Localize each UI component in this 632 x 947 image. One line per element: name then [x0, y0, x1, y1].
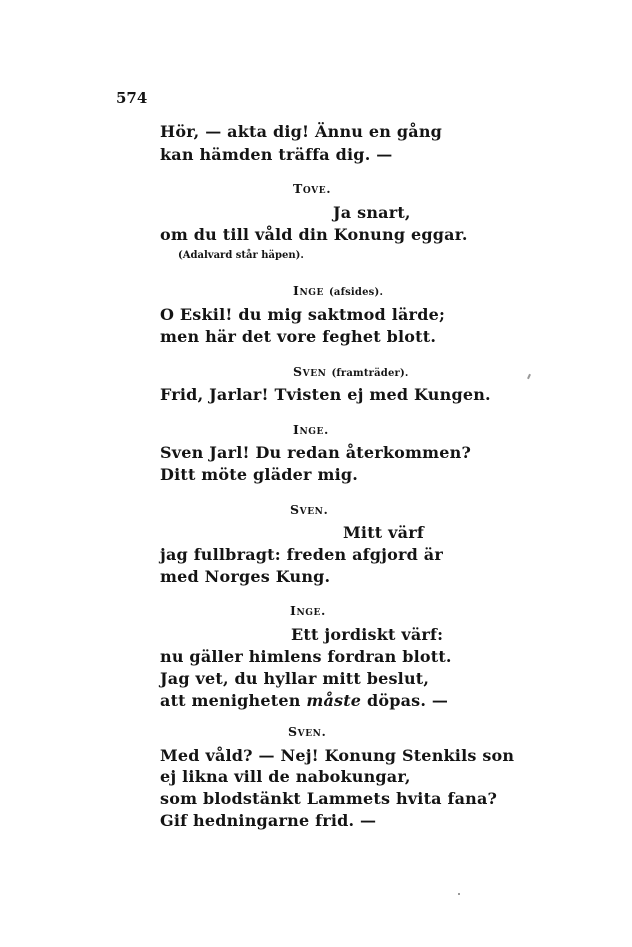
- speaker-heading: [290, 502, 328, 518]
- verse-line: Hör, — akta dig! Ännu en gång: [160, 122, 443, 141]
- verse-line: nu gäller himlens fordran blott.: [160, 647, 452, 666]
- speaker-heading: [293, 422, 329, 438]
- verse-line: Mitt värf: [343, 523, 424, 542]
- speaker-name: Sven.: [290, 502, 329, 517]
- speaker-heading: [288, 724, 326, 740]
- paper-speck: [458, 893, 460, 895]
- verse-line: Ditt möte gläder mig.: [160, 465, 359, 484]
- verse-line: om du till våld din Konung eggar.: [160, 225, 468, 244]
- speaker-name: Tove.: [293, 181, 332, 196]
- verse-line: Sven Jarl! Du redan återkommen?: [160, 443, 472, 462]
- emphasis-text: måste: [306, 691, 362, 710]
- verse-line: ej likna vill de nabokungar,: [160, 767, 411, 786]
- verse-line: Frid, Jarlar! Tvisten ej med Kungen.: [160, 385, 491, 404]
- page-number: 574: [116, 89, 148, 107]
- verse-line: Gif hedningarne frid. —: [160, 811, 377, 830]
- verse-line: Ett jordiskt värf:: [291, 625, 444, 644]
- speaker-direction: (framträder).: [331, 368, 409, 379]
- verse-line: Med våld? — Nej! Konung Stenkils son: [160, 746, 515, 765]
- verse-line: jag fullbragt: freden afgjord är: [160, 545, 443, 564]
- speaker-name: Inge.: [290, 603, 326, 618]
- speaker-name: Sven.: [288, 724, 327, 739]
- speaker-heading: [290, 603, 326, 619]
- verse-text: att menigheten: [160, 691, 307, 710]
- speaker-heading: [293, 181, 331, 197]
- verse-text: döpas. —: [361, 691, 449, 710]
- verse-line: men här det vore feghet blott.: [160, 327, 437, 346]
- paper-speck: [527, 374, 531, 379]
- verse-line: Ja snart,: [333, 203, 411, 222]
- speaker-name: Inge.: [293, 422, 329, 437]
- verse-line: kan hämden träffa dig. —: [160, 145, 393, 164]
- speaker-name: Inge: [293, 283, 325, 298]
- speaker-name: Sven: [293, 364, 327, 379]
- speaker-direction: (afsides).: [328, 287, 384, 298]
- speaker-heading: [293, 364, 409, 382]
- speaker-heading: [293, 283, 383, 301]
- stage-direction: (Adalvard står häpen).: [178, 250, 304, 261]
- verse-line: som blodstänkt Lammets hvita fana?: [160, 789, 498, 808]
- verse-line: Jag vet, du hyllar mitt beslut,: [160, 669, 430, 688]
- verse-line: O Eskil! du mig saktmod lärde;: [160, 305, 446, 324]
- verse-line: [160, 691, 448, 711]
- verse-line: med Norges Kung.: [160, 567, 331, 586]
